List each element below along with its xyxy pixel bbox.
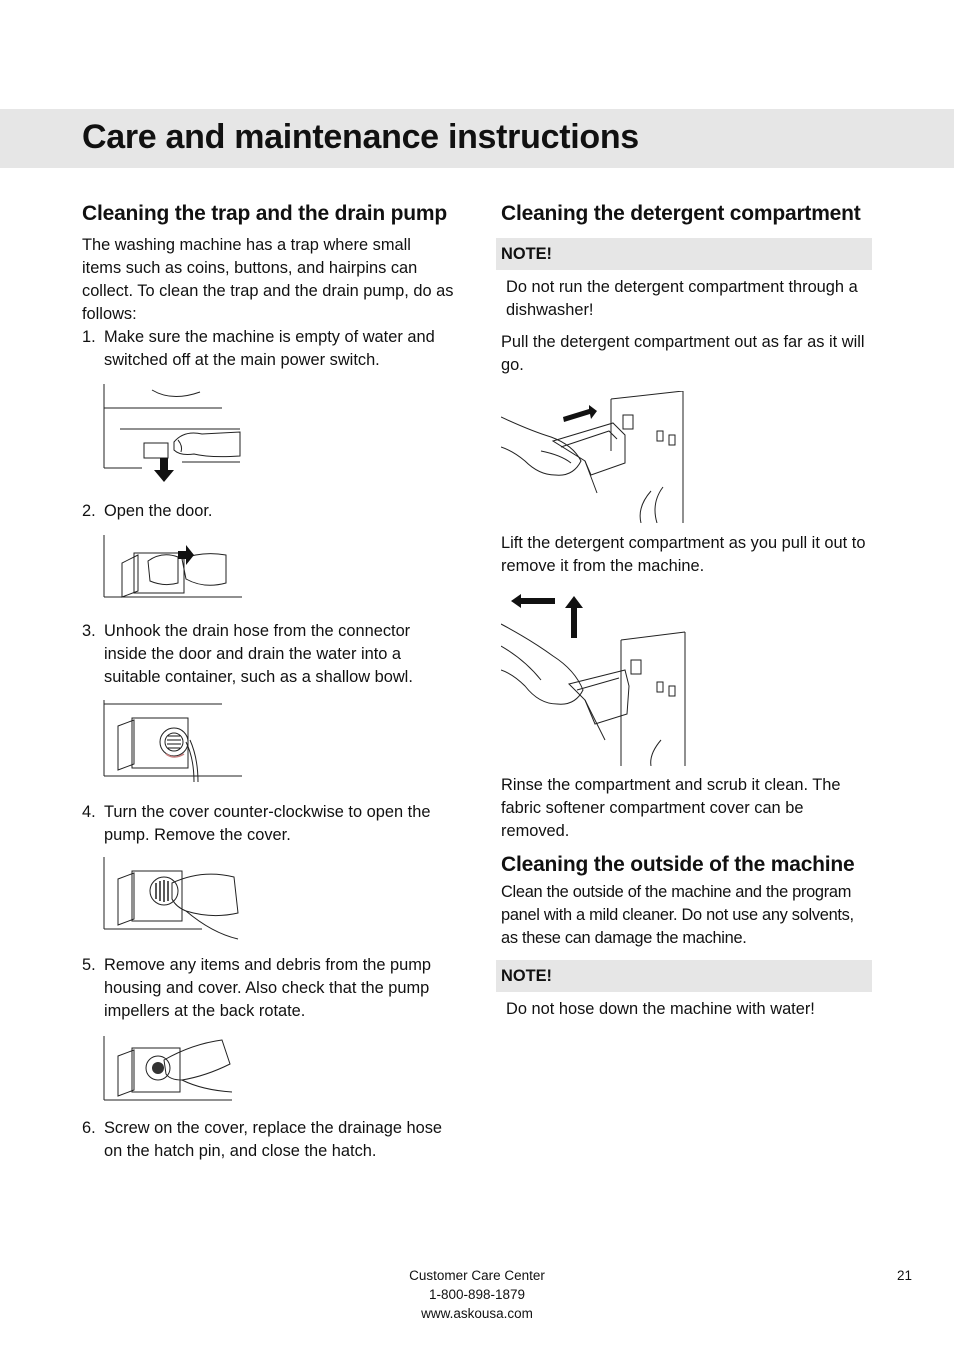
- illustration-open-door: [82, 533, 242, 609]
- page-number: 21: [897, 1268, 913, 1283]
- page-title: Care and maintenance instructions: [82, 118, 639, 156]
- step-4: [82, 801, 454, 847]
- illustration-clean-pump: [82, 1034, 242, 1106]
- section-heading-outside: Cleaning the outside of the machine: [501, 853, 855, 876]
- step-text: Unhook the drain hose from the connector inside the door and drain the water into a suitable container, such as a shallow bowl.: [104, 622, 413, 686]
- step-number: 5.: [82, 956, 96, 974]
- step-number: 1.: [82, 328, 96, 346]
- step-1: [82, 326, 454, 372]
- section-heading-detergent: Cleaning the detergent compartment: [501, 202, 861, 225]
- step-number: 6.: [82, 1119, 96, 1137]
- paragraph-clean-outside: Clean the outside of the machine and the program panel with a mild cleaner. Do not use any solvents, as these can damage the machine.: [501, 883, 854, 947]
- step-6: [82, 1117, 454, 1163]
- illustration-remove-cover: [82, 855, 242, 943]
- step-list: [82, 801, 454, 847]
- note-label: NOTE!: [496, 238, 872, 270]
- step-3: [82, 620, 454, 689]
- left-column: [82, 199, 454, 1163]
- section-heading-trap-pump: Cleaning the trap and the drain pump: [82, 202, 447, 225]
- step-number: 2.: [82, 502, 96, 520]
- illustration-pull-compartment: [501, 391, 687, 523]
- right-column: [501, 199, 873, 1021]
- step-list: [82, 500, 454, 523]
- note-label: NOTE!: [496, 960, 872, 992]
- footer-contact: [0, 1266, 954, 1323]
- step-text: Remove any items and debris from the pump housing and cover. Also check that the pump impellers at the back rotate.: [104, 956, 432, 1020]
- step-list: [82, 326, 454, 372]
- illustration-drain-hose: [82, 698, 242, 790]
- step-2: [82, 500, 454, 523]
- step-list: [82, 954, 454, 1023]
- step-number: 4.: [82, 803, 96, 821]
- step-text: Make sure the machine is empty of water and switched off at the main power switch.: [104, 328, 435, 369]
- paragraph-pull-out: Pull the detergent compartment out as far as it will go.: [501, 333, 865, 374]
- step-text: Open the door.: [104, 502, 213, 520]
- footer-phone: 1-800-898-1879: [428, 1287, 526, 1302]
- note-text: Do not run the detergent compartment through a dishwasher!: [506, 278, 858, 319]
- step-text: Screw on the cover, replace the drainage hose on the hatch pin, and close the hatch.: [104, 1119, 443, 1160]
- illustration-lift-compartment: [501, 590, 687, 766]
- note-text: Do not hose down the machine with water!: [506, 1000, 815, 1018]
- footer-website: www.askousa.com: [421, 1306, 533, 1321]
- intro-paragraph: The washing machine has a trap where small items such as coins, buttons, and hairpins can collect. To clean the trap and the drain pump, do as follows:: [82, 236, 454, 323]
- step-5: [82, 954, 454, 1023]
- step-list: [82, 620, 454, 689]
- step-number: 3.: [82, 622, 96, 640]
- footer-line: Customer Care Center: [409, 1268, 545, 1283]
- paragraph-lift-out: Lift the detergent compartment as you pull it out to remove it from the machine.: [501, 534, 866, 575]
- paragraph-rinse: Rinse the compartment and scrub it clean. The fabric softener compartment cover can be removed.: [501, 776, 841, 840]
- illustration-power-off: [82, 382, 242, 492]
- step-list: [82, 1117, 454, 1163]
- step-text: Turn the cover counter-clockwise to open the pump. Remove the cover.: [104, 803, 431, 844]
